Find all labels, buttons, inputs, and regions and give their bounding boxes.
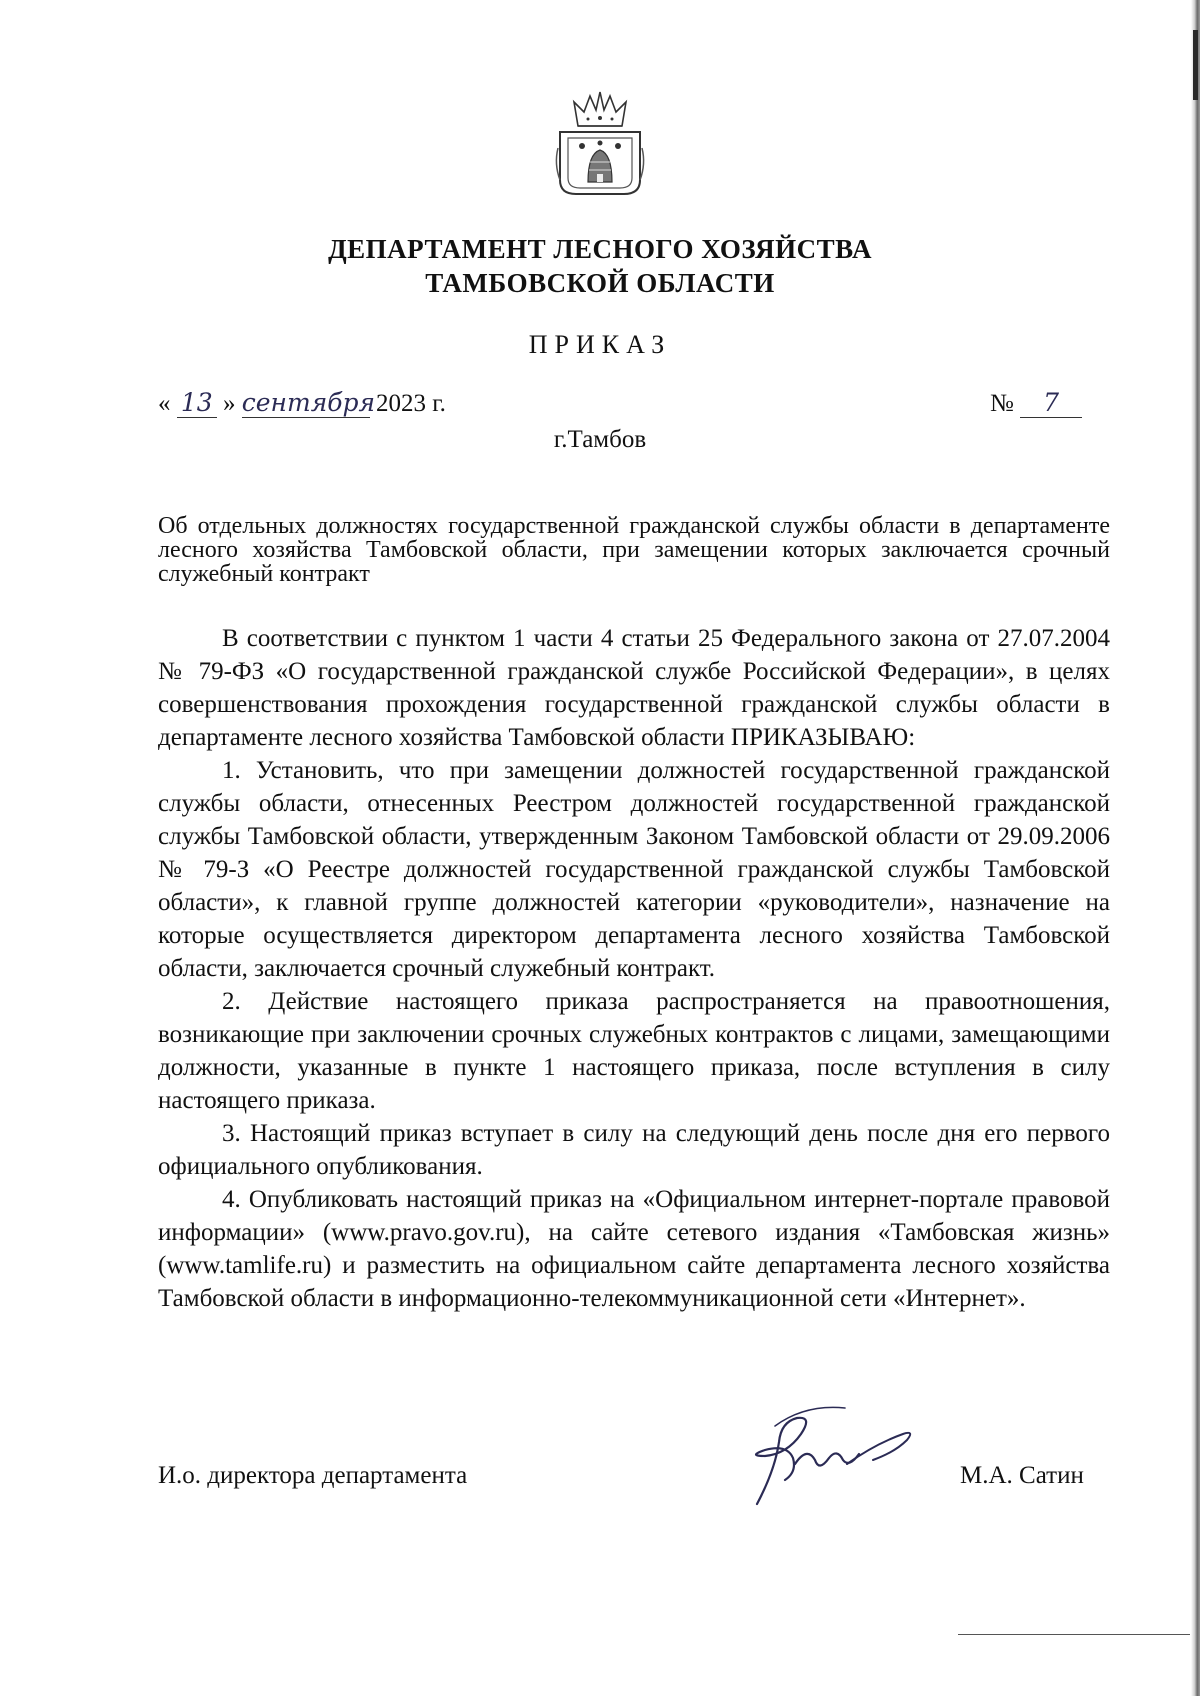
clause-2: 2. Действие настоящего приказа распространяется на правоотношения, возникающие при заключении срочных служебных контрактов с лицами, замещающими должности, указанные в пункте 1 настоящего приказа, после вступления в силу настоящего приказа. <box>158 988 1110 1114</box>
handwritten-signature <box>735 1400 935 1520</box>
date-close-quote: » <box>223 390 236 417</box>
order-title: Об отдельных должностях государственной гражданской службы области в департаменте лесного хозяйства Тамбовской области, при замещении которых заключается срочный служебный контракт <box>158 513 1110 587</box>
date-year: 2023 г. <box>376 390 446 417</box>
coat-of-arms-icon <box>552 88 648 200</box>
order-number-value: 7 <box>1020 388 1082 418</box>
order-number <box>990 388 1082 418</box>
footer-rule <box>958 1634 1190 1635</box>
department-name-line1: ДЕПАРТАМЕНТ ЛЕСНОГО ХОЗЯЙСТВА <box>328 234 872 264</box>
scan-edge-mark <box>1193 30 1198 100</box>
clause-1: 1. Установить, что при замещении должностей государственной гражданской службы области, отнесенных Реестром должностей государственной гражданской службы Тамбовской области, утвержденным Законом Тамбовской области от 29.09.2006 № 79-З «О Реестре должностей государственной гражданской службы Тамбовской области», к главной группе должностей категории «руководители», назначение на которые осуществляется директором департамента лесного хозяйства Тамбовской области, заключается срочный служебный контракт. <box>158 757 1110 982</box>
order-number-label: № <box>990 390 1014 417</box>
clause-4: 4. Опубликовать настоящий приказ на «Официальном интернет-портале правовой информации» (www.pravo.gov.ru), на сайте сетевого издания «Тамбовская жизнь» (www.tamlife.ru) и разместить на официальном сайте департамента лесного хозяйства Тамбовской области в информационно-телекоммуникационной сети «Интернет». <box>158 1186 1110 1312</box>
document-type: ПРИКАЗ <box>528 330 672 359</box>
date-day: 13 <box>177 388 217 418</box>
date-month: сентября <box>241 388 376 417</box>
order-body <box>158 622 1110 1315</box>
signer-position: И.о. директора департамента <box>158 1462 468 1489</box>
clause-3: 3. Настоящий приказ вступает в силу на следующий день после дня его первого официального опубликования. <box>158 1120 1110 1180</box>
signer-name: М.А. Сатин <box>960 1462 1084 1489</box>
preamble-paragraph: В соответствии с пунктом 1 части 4 статьи 25 Федерального закона от 27.07.2004 № 79-ФЗ «О государственной гражданской службе Российской Федерации», в целях совершенствования прохождения государственной гражданской службы области в департаменте лесного хозяйства Тамбовской области ПРИКАЗЫВАЮ: <box>158 625 1110 751</box>
order-date <box>158 388 446 418</box>
department-name-line2: ТАМБОВСКОЙ ОБЛАСТИ <box>425 268 775 298</box>
date-open-quote: « <box>158 390 171 417</box>
city: г.Тамбов <box>553 426 647 453</box>
